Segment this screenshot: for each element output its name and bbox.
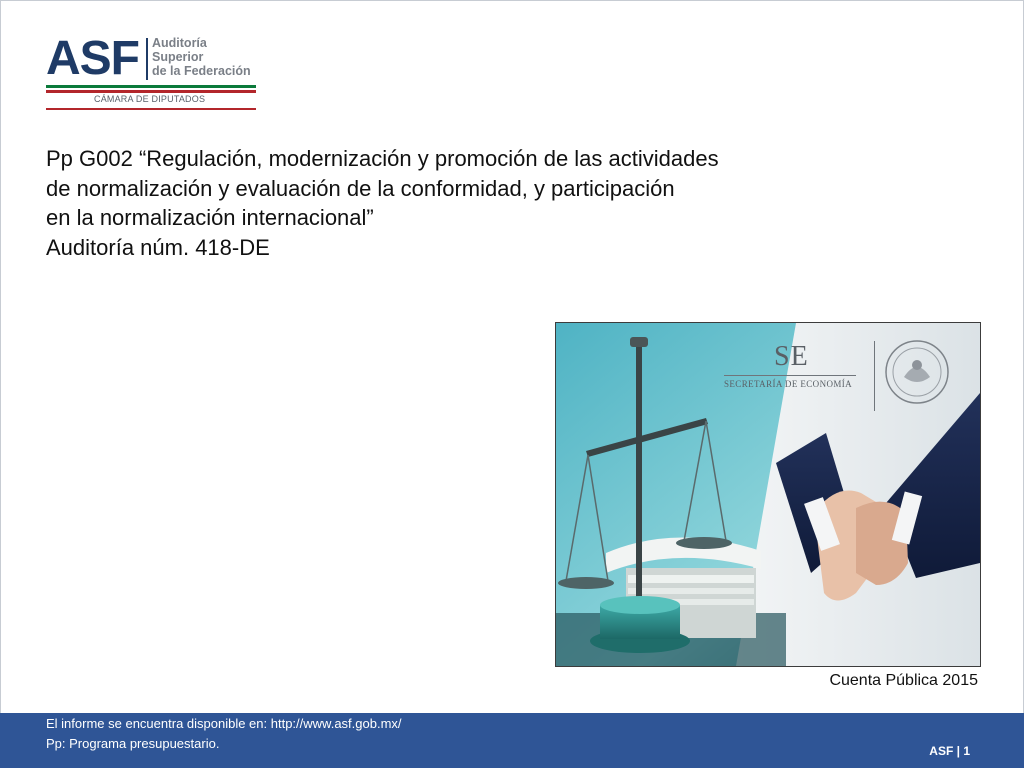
se-rule <box>724 375 856 376</box>
slide-title <box>46 144 806 262</box>
logo-stripe-red <box>46 90 256 93</box>
footer-abbreviation-note: Pp: Programa presupuestario. <box>46 736 220 751</box>
se-letters: SE <box>774 341 809 372</box>
logo-word: Auditoría <box>152 36 207 50</box>
logo-mark: ASF <box>46 32 139 85</box>
footer-bar <box>0 713 1024 768</box>
logo-underline <box>46 108 256 110</box>
title-line: de normalización y evaluación de la conformidad, y participación <box>46 175 675 201</box>
se-name: SECRETARÍA DE ECONOMÍA <box>724 379 853 389</box>
page-number-badge: ASF | 1 <box>929 744 970 758</box>
se-divider <box>874 341 875 411</box>
account-year-label: Cuenta Pública 2015 <box>829 672 978 689</box>
title-line: en la normalización internacional” <box>46 205 374 230</box>
logo-subtitle: CÁMARA DE DIPUTADOS <box>94 94 206 104</box>
cover-photo <box>555 322 981 667</box>
logo-word: de la Federación <box>152 64 251 78</box>
footer-report-link-note: El informe se encuentra disponible en: http://www.asf.gob.mx/ <box>46 716 402 731</box>
title-line: Auditoría núm. 418-DE <box>46 234 270 260</box>
logo-wordmark <box>152 36 251 78</box>
se-logo <box>724 341 964 421</box>
logo-word: Superior <box>152 50 204 64</box>
asf-logo <box>46 30 258 114</box>
logo-separator <box>146 38 148 80</box>
national-seal-icon <box>884 339 950 405</box>
title-line: Pp G002 “Regulación, modernización y promoción de las actividades <box>46 146 719 171</box>
